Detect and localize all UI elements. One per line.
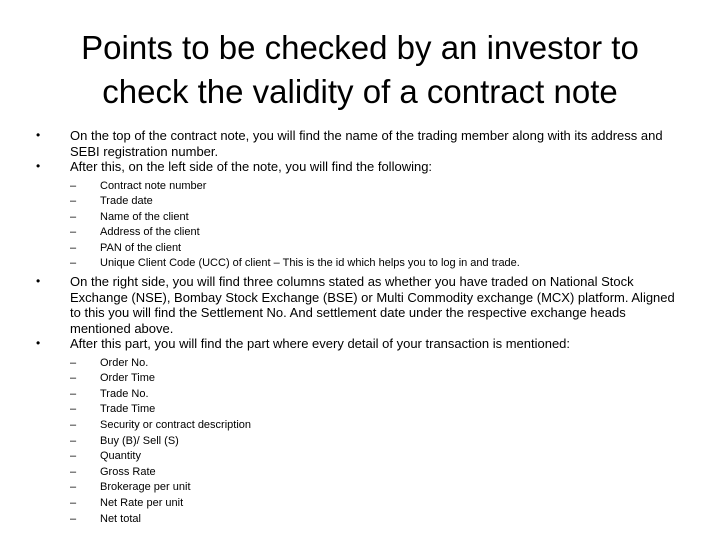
dash-glyph: – xyxy=(70,210,77,223)
sub-item xyxy=(70,387,686,403)
sub-item xyxy=(70,512,686,528)
sub-item-text: Security or contract description xyxy=(100,418,252,431)
bullet-glyph: • xyxy=(36,336,41,351)
bullet-text: After this, on the left side of the note, you will find the following: xyxy=(70,159,433,174)
dash-glyph: – xyxy=(70,450,77,463)
sub-item xyxy=(70,402,686,418)
dash-glyph: – xyxy=(70,512,77,525)
bullet-item xyxy=(36,128,686,159)
sub-item xyxy=(70,241,686,257)
bullet-glyph: • xyxy=(36,128,41,142)
sub-item xyxy=(70,225,686,241)
dash-glyph: – xyxy=(70,356,77,369)
sub-list xyxy=(70,179,686,273)
sub-item xyxy=(70,418,686,434)
sub-item-text: Order Time xyxy=(100,372,156,385)
bullet-item xyxy=(36,274,686,336)
sub-item xyxy=(70,210,686,226)
sub-item-text: Buy (B)/ Sell (S) xyxy=(100,434,179,447)
sub-item xyxy=(70,371,686,387)
sub-list xyxy=(70,356,686,528)
sub-item xyxy=(70,480,686,496)
dash-glyph: – xyxy=(70,403,77,416)
slide-body xyxy=(36,128,686,529)
sub-item-text: Contract note number xyxy=(100,179,207,192)
dash-glyph: – xyxy=(70,195,77,208)
dash-glyph: – xyxy=(70,465,77,478)
sub-item xyxy=(70,465,686,481)
bullet-text: After this part, you will find the part where every detail of your transaction is mentioned: xyxy=(70,336,571,352)
sub-item xyxy=(70,496,686,512)
dash-glyph: – xyxy=(70,434,77,447)
sub-item-text: Unique Client Code (UCC) of client – This is the id which helps you to log in and trade. xyxy=(100,257,520,270)
sub-item-text: Net total xyxy=(100,512,141,525)
bullet-glyph: • xyxy=(36,274,41,289)
dash-glyph: – xyxy=(70,226,77,239)
sub-item-text: Order No. xyxy=(100,356,149,369)
dash-glyph: – xyxy=(70,418,77,431)
sub-item xyxy=(70,434,686,450)
sub-item-text: Trade Time xyxy=(100,403,156,416)
sub-item-text: Trade No. xyxy=(100,387,149,400)
sub-item xyxy=(70,179,686,195)
sub-item-text: Brokerage per unit xyxy=(100,481,191,494)
dash-glyph: – xyxy=(70,387,77,400)
sub-item-text: Gross Rate xyxy=(100,465,156,478)
sub-item-text: PAN of the client xyxy=(100,241,182,254)
bullet-item xyxy=(36,159,686,272)
sub-item xyxy=(70,356,686,372)
title-line-2: check the validity of a contract note xyxy=(102,73,618,110)
bullet-text: On the top of the contract note, you will find the name of the trading member along with its address and SEBI registration number. xyxy=(70,128,663,159)
sub-item xyxy=(70,256,686,272)
bullet-list xyxy=(36,128,686,527)
sub-item-text: Net Rate per unit xyxy=(100,496,184,509)
bullet-text: On the right side, you will find three columns stated as whether you have traded on National Stock Exchange (NSE), Bombay Stock Exchange (BSE) or Multi Commodity exchange (MCX) platform. Aligned to this you will find the Settlement No. And settlement date under the respective exchange heads mentioned above. xyxy=(70,274,675,336)
dash-glyph: – xyxy=(70,179,77,192)
dash-glyph: – xyxy=(70,241,77,254)
dash-glyph: – xyxy=(70,481,77,494)
sub-item-text: Quantity xyxy=(100,450,141,463)
sub-item-text: Trade date xyxy=(100,195,153,208)
bullet-glyph: • xyxy=(36,159,41,173)
dash-glyph: – xyxy=(70,372,77,385)
title-line-1: Points to be checked by an investor to xyxy=(81,29,639,66)
dash-glyph: – xyxy=(70,257,77,270)
sub-item xyxy=(70,449,686,465)
sub-item xyxy=(70,194,686,210)
sub-item-text: Name of the client xyxy=(100,210,189,223)
slide-title xyxy=(36,26,684,114)
sub-item-text: Address of the client xyxy=(100,226,200,239)
dash-glyph: – xyxy=(70,496,77,509)
bullet-item xyxy=(36,336,686,527)
